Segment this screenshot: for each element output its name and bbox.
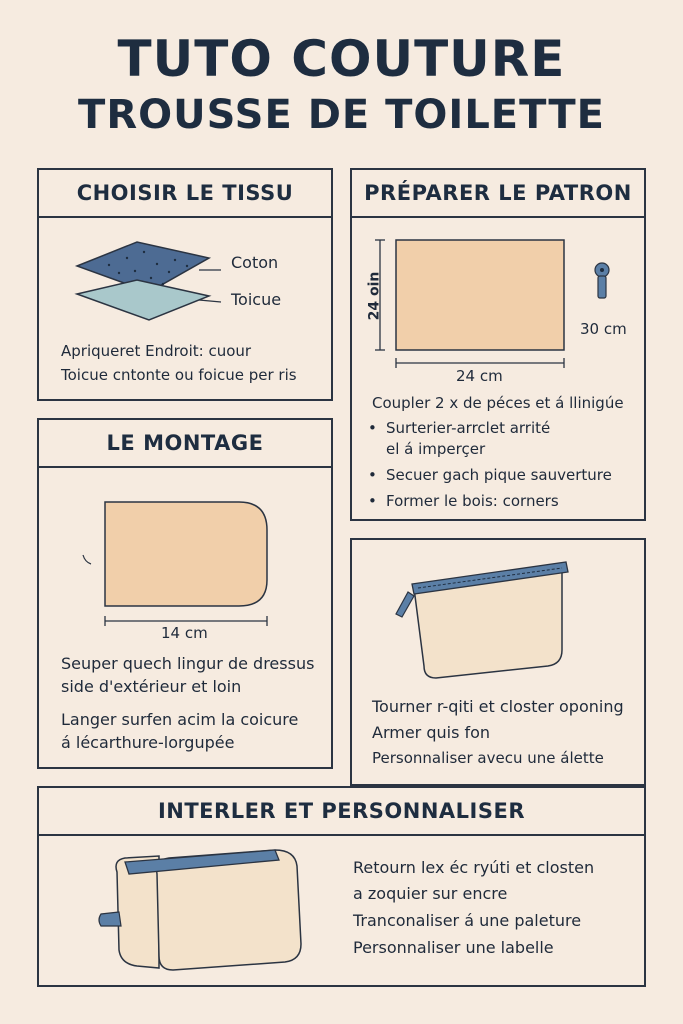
assembly-fabric-piece bbox=[105, 502, 267, 606]
pattern-step-3: • Former le bois: corners bbox=[364, 491, 612, 512]
pattern-intro: Coupler 2 x de péces et á llinigúe bbox=[372, 394, 624, 412]
pattern-dim-side: 24 oin bbox=[366, 271, 383, 321]
panel-prepare-pattern bbox=[350, 168, 646, 521]
assembly-text-4: á lécarthure-lorgupée bbox=[61, 733, 235, 752]
pattern-step-2: • Secuer gach pique sauverture bbox=[364, 465, 612, 486]
panel-assembly bbox=[37, 418, 333, 769]
page-title-line2: TROUSSE DE TOILETTE bbox=[78, 92, 605, 138]
personalize-line-2: a zoquier sur encre bbox=[353, 884, 508, 903]
finish-text-1: Tourner r-qiti et closter oponing bbox=[372, 697, 624, 716]
finish-text-2: Armer quis fon bbox=[372, 723, 491, 742]
panel-finish bbox=[350, 538, 646, 786]
pattern-step-1: • Surterier-arrclet arrité el á imperçer bbox=[364, 418, 612, 460]
fabric-label-cotton: Coton bbox=[231, 253, 279, 272]
panel-heading: PRÉPARER LE PATRON bbox=[352, 170, 644, 218]
panel-choose-fabric bbox=[37, 168, 333, 401]
personalize-line-3: Tranconaliser á une paleture bbox=[353, 911, 582, 930]
personalize-line-1: Retourn lex éc ryúti et closten bbox=[353, 858, 595, 877]
panel-personalize bbox=[37, 786, 646, 987]
pattern-dim-bottom: 24 cm bbox=[456, 367, 503, 385]
fabric-label-lining: Toicue bbox=[231, 290, 282, 309]
zipper-tab-icon bbox=[99, 912, 121, 926]
assembly-text-1: Seuper quech lingur de dressus bbox=[61, 654, 315, 673]
panel-heading: INTERLER ET PERSONNALISER bbox=[39, 788, 644, 836]
assembly-text-3: Langer surfen acim la coicure bbox=[61, 710, 299, 729]
finish-text-3: Personnaliser avecu une álette bbox=[372, 749, 604, 767]
zipper-pull-icon bbox=[396, 592, 414, 617]
pattern-dim-tool: 30 cm bbox=[580, 320, 627, 338]
personalize-line-4: Personnaliser une labelle bbox=[353, 938, 554, 957]
fabric-text-1: Apriqueret Endroit: cuour bbox=[61, 342, 252, 360]
fabric-text-2: Toicue cntonte ou foicue per ris bbox=[61, 366, 297, 384]
rotary-cutter-icon bbox=[595, 263, 609, 298]
fabric-lining-layer bbox=[77, 280, 209, 320]
assembly-dim: 14 cm bbox=[161, 624, 208, 642]
pattern-rectangle bbox=[396, 240, 564, 350]
assembly-text-2: side d'extérieur et loin bbox=[61, 677, 242, 696]
panel-heading: CHOISIR LE TISSU bbox=[39, 170, 331, 218]
panel-heading: LE MONTAGE bbox=[39, 420, 331, 468]
pattern-step-1-cont: el á imperçer bbox=[386, 440, 486, 458]
page-title-line1: TUTO COUTURE bbox=[117, 30, 566, 88]
pouch-closed-illustration bbox=[39, 788, 648, 989]
